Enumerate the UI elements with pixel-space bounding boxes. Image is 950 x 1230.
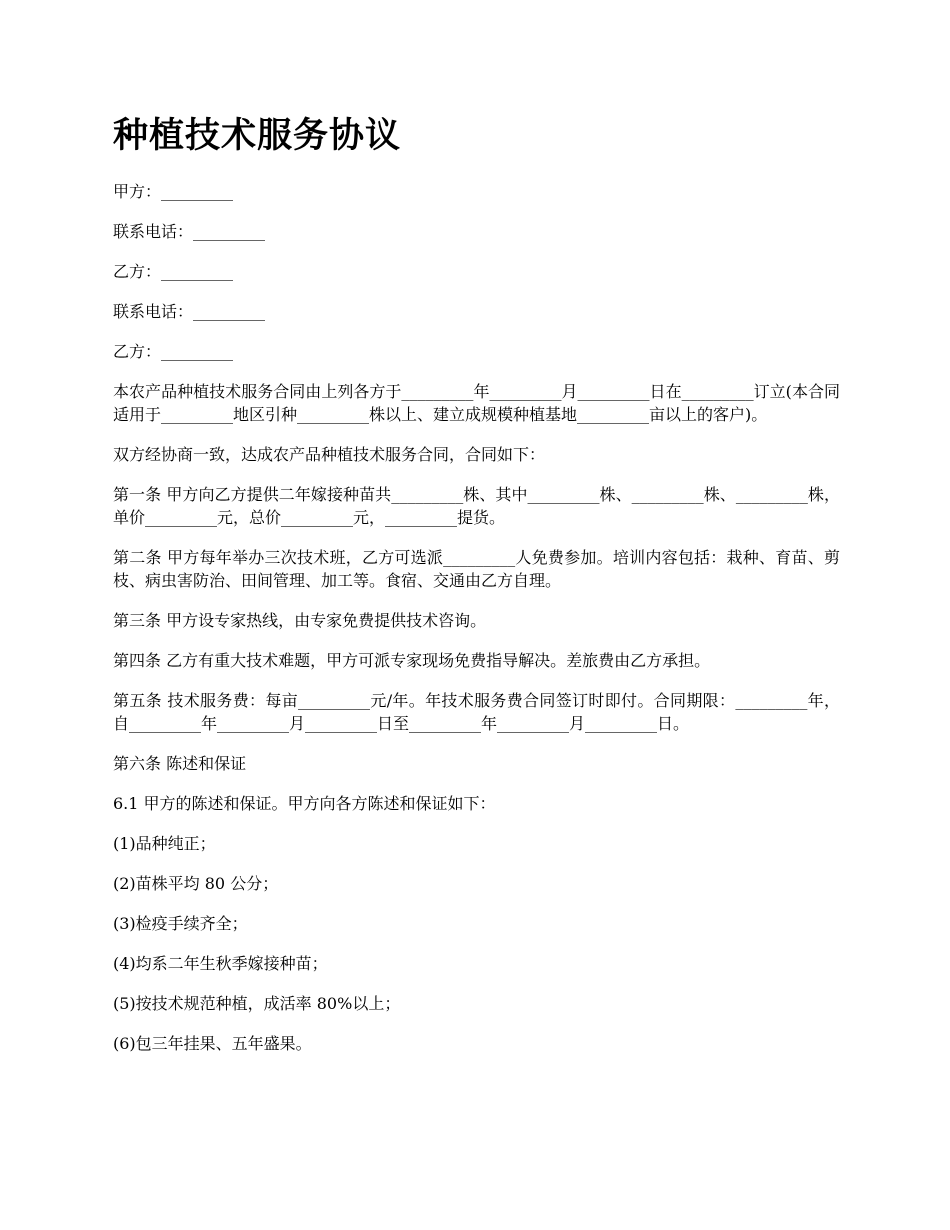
warranty-item-6: (6)包三年挂果、五年盛果。 xyxy=(113,1034,312,1053)
warranty-item-2: (2)苗株平均 80 公分； xyxy=(113,874,279,893)
agreement-intro: 双方经协商一致，达成农产品种植技术服务合同，合同如下： xyxy=(113,445,546,464)
article-4: 第四条 乙方有重大技术难题，甲方可派专家现场免费指导解决。差旅费由乙方承担。 xyxy=(113,651,711,670)
party-a: 甲方：_________ xyxy=(113,182,234,201)
party-b: 乙方：_________ xyxy=(113,262,234,281)
warranty-item-3: (3)检疫手续齐全； xyxy=(113,914,248,933)
document-title: 种植技术服务协议 xyxy=(113,116,402,156)
party-b-phone: 联系电话：_________ xyxy=(113,302,266,321)
contract-preamble: 本农产品种植技术服务合同由上列各方于_________年_________月_________日在_________订立(本合同适用于_________地区引种_________株以上、建立成规模种植基地_________亩以上的客户)。 xyxy=(113,382,840,424)
document-page xyxy=(113,112,840,1072)
article-1: 第一条 甲方向乙方提供二年嫁接种苗共_________株、其中_________株、_________株、_________株，单价_________元，总价_________元，_________提货。 xyxy=(113,485,840,527)
party-b-repeat: 乙方：_________ xyxy=(113,342,234,361)
article-2: 第二条 甲方每年举办三次技术班，乙方可选派_________人免费参加。培训内容包括：栽种、育苗、剪枝、病虫害防治、田间管理、加工等。食宿、交通由乙方自理。 xyxy=(113,548,840,590)
article-3: 第三条 甲方设专家热线，由专家免费提供技术咨询。 xyxy=(113,611,487,630)
party-a-phone: 联系电话：_________ xyxy=(113,222,266,241)
warranty-item-1: (1)品种纯正； xyxy=(113,834,216,853)
article-5: 第五条 技术服务费：每亩_________元/年。年技术服务费合同签订时即付。合同期限：_________年，自_________年_________月_________日至_________年_________月_________日。 xyxy=(113,691,840,733)
warranty-item-5: (5)按技术规范种植，成活率 80%以上； xyxy=(113,994,401,1013)
article-6-heading: 第六条 陈述和保证 xyxy=(113,754,247,773)
clause-6-1: 6.1 甲方的陈述和保证。甲方向各方陈述和保证如下： xyxy=(113,794,496,813)
warranty-item-4: (4)均系二年生秋季嫁接种苗； xyxy=(113,954,328,973)
